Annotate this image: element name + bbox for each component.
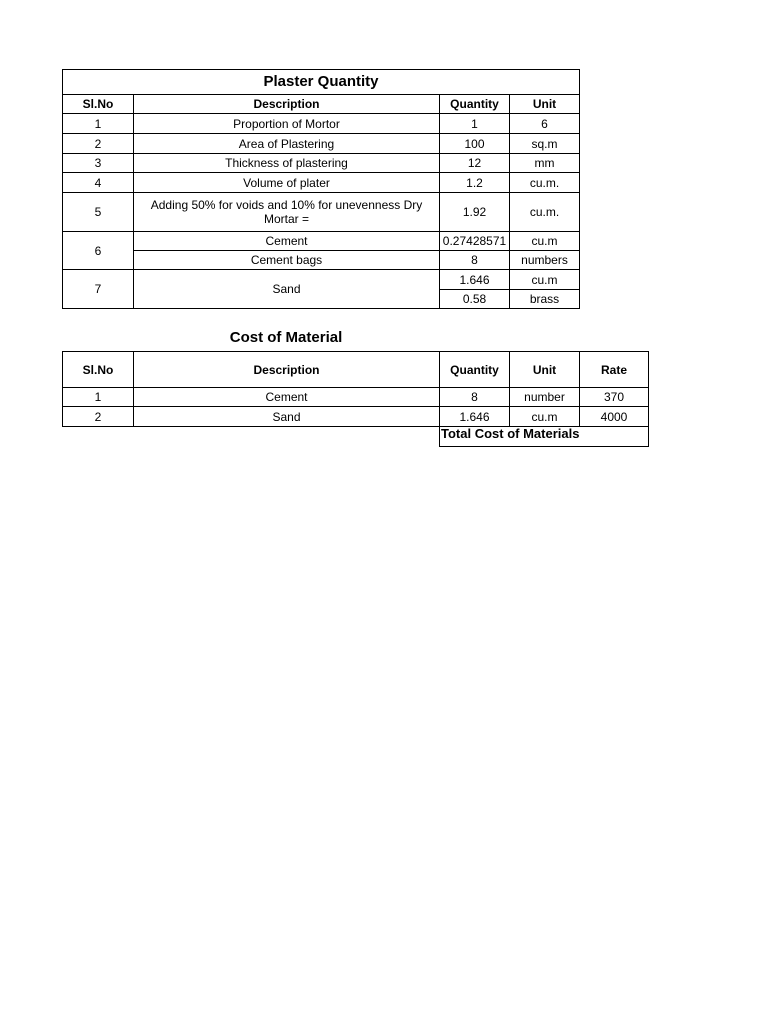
cell-quantity: 1.92 bbox=[440, 193, 510, 232]
cell-unit: cu.m bbox=[510, 270, 580, 290]
plaster-quantity-table bbox=[62, 69, 580, 309]
plaster-title: Plaster Quantity bbox=[63, 70, 580, 95]
cell-unit: sq.m bbox=[510, 134, 580, 154]
header-quantity: Quantity bbox=[440, 95, 510, 114]
cell-unit: number bbox=[510, 388, 580, 407]
cell-unit: cu.m. bbox=[510, 193, 580, 232]
cell-unit: cu.m bbox=[510, 407, 580, 427]
cell-description: Volume of plater bbox=[134, 173, 440, 193]
cell-quantity: 1.2 bbox=[440, 173, 510, 193]
cell-rate: 370 bbox=[580, 388, 649, 407]
header-quantity: Quantity bbox=[440, 352, 510, 388]
table-row bbox=[63, 154, 580, 173]
table-row bbox=[63, 388, 649, 407]
cell-unit: numbers bbox=[510, 251, 580, 270]
header-unit: Unit bbox=[510, 352, 580, 388]
header-slno: Sl.No bbox=[63, 95, 134, 114]
cell-slno: 7 bbox=[63, 270, 134, 309]
cell-slno: 1 bbox=[63, 114, 134, 134]
cost-of-material-table bbox=[62, 351, 649, 447]
cell-quantity: 8 bbox=[440, 388, 510, 407]
table-row bbox=[63, 193, 580, 232]
cell-unit: mm bbox=[510, 154, 580, 173]
cell-rate: 4000 bbox=[580, 407, 649, 427]
table-row bbox=[63, 251, 580, 270]
cell-unit: cu.m. bbox=[510, 173, 580, 193]
cell-quantity: 1.646 bbox=[440, 270, 510, 290]
cell-unit: cu.m bbox=[510, 232, 580, 251]
table-row bbox=[63, 114, 580, 134]
header-description: Description bbox=[134, 95, 440, 114]
plaster-header-row bbox=[63, 95, 580, 114]
cell-unit: 6 bbox=[510, 114, 580, 134]
header-slno: Sl.No bbox=[63, 352, 134, 388]
cell-slno: 5 bbox=[63, 193, 134, 232]
cell-quantity: 0.58 bbox=[440, 290, 510, 309]
header-unit: Unit bbox=[510, 95, 580, 114]
cell-unit: brass bbox=[510, 290, 580, 309]
cell-slno: 3 bbox=[63, 154, 134, 173]
empty-cell bbox=[134, 427, 440, 447]
header-rate: Rate bbox=[580, 352, 649, 388]
table-row bbox=[63, 232, 580, 251]
cell-description: Adding 50% for voids and 10% for unevenness Dry Mortar = bbox=[134, 193, 440, 232]
cell-description: Sand bbox=[134, 270, 440, 309]
cell-quantity: 100 bbox=[440, 134, 510, 154]
cell-description: Area of Plastering bbox=[134, 134, 440, 154]
table-row bbox=[63, 134, 580, 154]
cost-header-row bbox=[63, 352, 649, 388]
cell-description: Sand bbox=[134, 407, 440, 427]
cell-description: Cement bbox=[134, 388, 440, 407]
cell-description: Cement bbox=[134, 232, 440, 251]
total-row bbox=[63, 427, 649, 447]
total-cost-label: Total Cost of Materials bbox=[440, 427, 649, 447]
cell-description: Thickness of plastering bbox=[134, 154, 440, 173]
header-description: Description bbox=[134, 352, 440, 388]
cell-description: Cement bags bbox=[134, 251, 440, 270]
plaster-title-row bbox=[63, 70, 580, 95]
cell-slno: 4 bbox=[63, 173, 134, 193]
cost-title: Cost of Material bbox=[229, 329, 343, 346]
cell-slno: 6 bbox=[63, 232, 134, 270]
cell-quantity: 12 bbox=[440, 154, 510, 173]
cell-quantity: 8 bbox=[440, 251, 510, 270]
table-row bbox=[63, 173, 580, 193]
empty-cell bbox=[63, 427, 134, 447]
cell-quantity: 1.646 bbox=[440, 407, 510, 427]
table-row bbox=[63, 270, 580, 290]
cell-quantity: 1 bbox=[440, 114, 510, 134]
cell-slno: 2 bbox=[63, 134, 134, 154]
table-row bbox=[63, 407, 649, 427]
cell-quantity: 0.27428571 bbox=[440, 232, 510, 251]
cell-description: Proportion of Mortor bbox=[134, 114, 440, 134]
cell-slno: 1 bbox=[63, 388, 134, 407]
cell-slno: 2 bbox=[63, 407, 134, 427]
